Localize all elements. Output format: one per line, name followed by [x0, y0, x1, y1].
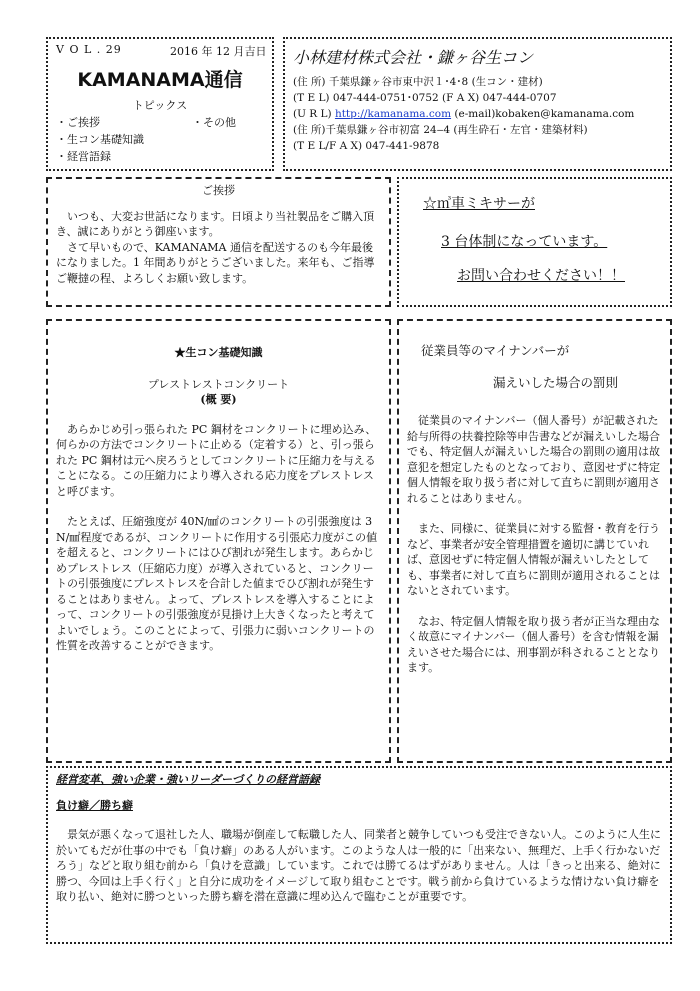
- mynumber-paragraph-2: また、同様に、従業員に対する監督・教育を行うなど、事業者が安全管理措置を適切に講じていれば、意図せずに特定個人情報が漏えいしたとしても、事業者に対して直ちに罰則が適用されることはないとされています。: [407, 522, 660, 597]
- volume-label: V O L . 29: [56, 43, 122, 56]
- mynumber-paragraph-1: 従業員のマイナンバー（個人番号）が記載された給与所得の扶養控除等申告書などが漏えいした場合でも、特定個人が漏えいした場合の罰則の適用は故意犯を想定したものとなっており、意図せずに特定個人情報を取り扱う者に対して直ちに罰則が適用されることはありません。: [407, 414, 660, 505]
- company-phone-2: (T E L/F A X) 047‐441‐9878: [293, 140, 440, 152]
- mynumber-paragraph-3: なお、特定個人情報を取り扱う者が正当な理由なく故意にマイナンバー（個人番号）を含む情報を漏えいさせた場合には、刑事罰が科されることとなります。: [407, 614, 660, 674]
- basics-overview-label: (概 要): [200, 393, 237, 406]
- greeting-paragraph-1: いつも、大変お世話になります。日頃より当社製品をご購入頂き、誠にありがとう御座います。: [56, 209, 375, 238]
- greeting-section: [46, 177, 391, 307]
- newsletter-title: KAMANAMA通信: [77, 69, 243, 91]
- url-prefix: (U R L): [293, 108, 335, 120]
- topic-item-basics: ・生コン基礎知識: [56, 133, 144, 146]
- mynumber-heading-1: 従業員等のマイナンバーが: [421, 343, 570, 358]
- basics-subheading: プレストレストコンクリート: [147, 377, 290, 391]
- company-url-line: [293, 106, 662, 122]
- quotes-body: 景気が悪くなって退社した人、職場が倒産して転職した人、同業者と競争していつも受注できない人。このように人生に於いてもだが仕事の中でも「負け癖」のある人がいます。このような人は一般的に「出来ない、無理だ、上手く行かないだろう」などと取り組む前から「負けを意識」しています。これでは勝てるはずがありません。人は「きっと出来る、絶対に勝つ、今回は上手く行く」と自分に成功をイメージして取り組むことです。戦う前から負けているような情けない負け癖を取り払い、絶対に勝つといった勝ち癖を潜在意識に埋め込んで臨むことが重要です。: [56, 828, 661, 903]
- topic-item-quotes: ・経営語録: [56, 150, 111, 163]
- company-name: 小林建材株式会社・鎌ヶ谷生コン: [293, 48, 534, 67]
- quotes-heading: 経営変革、強い企業・強いリーダーづくりの経営語録: [56, 773, 320, 786]
- basics-paragraph-1: あらかじめ引っ張られた PC 鋼材をコンクリートに埋め込み、何らかの方法でコンクリートに止める（定着する）と、引っ張られた PC 鋼材は元へ戻ろうとしてコンクリートに圧縮力を与えることになる。この圧縮力により導入される応力度をプレストレスと呼びます。: [56, 422, 377, 498]
- company-info-box: [283, 37, 672, 171]
- topics-heading: トピックス: [132, 99, 188, 112]
- notice-line-3: お問い合わせください！！: [457, 268, 625, 284]
- issue-date: 2016 年 12 月吉日: [170, 45, 267, 58]
- notice-line-2: 3 台体制になっています。: [441, 234, 608, 250]
- mynumber-section: [397, 319, 672, 763]
- topic-item-greeting: ・ご挨拶: [56, 116, 100, 129]
- greeting-heading: ご挨拶: [202, 184, 235, 197]
- company-address-2: (住 所)千葉県鎌ヶ谷市初富 24‒4 (再生砕石・左官・建築材料): [293, 124, 588, 136]
- management-quotes-section: [46, 766, 672, 944]
- notice-line-1: ☆㎥車ミキサーが: [423, 196, 535, 212]
- basics-paragraph-2: たとえば、圧縮強度が 40N/㎟のコンクリートの引張強度は 3 N/㎟程度であるが、コンクリートに作用する引張応力度がこの値を超えると、コンクリートにはひび割れが発生します。あらかじめプレストレス（圧縮応力度）が導入されていると、コンクリートの引張強度にプレストレスを合計した値までひび割れが発生することはありません。よって、プレストレスを導入することによって、コンクリートの引張強度が見掛け上大きくなったと考えてよいでしょう。このことによって、引張力に弱いコンクリートの性質を改善することができます。: [56, 515, 378, 652]
- concrete-basics-section: [46, 319, 391, 763]
- company-address-1: (住 所) 千葉県鎌ヶ谷市東中沢１･4･8 (生コン・建材): [293, 76, 543, 88]
- company-phone-1: (T E L) 047‐444‐0751･0752 (F A X) 047‐444‐0707: [293, 92, 557, 104]
- email-address: (e‐mail)kobaken@kamanama.com: [451, 108, 635, 120]
- mixer-notice-box: [397, 177, 672, 307]
- company-website-link[interactable]: http://kamanama.com: [334, 108, 452, 120]
- mynumber-heading-2: 漏えいした場合の罰則: [493, 375, 619, 390]
- greeting-paragraph-2: さて早いもので、KAMANAMA 通信を配送するのも今年最後になりました。1 年間ありがとうございました。来年も、ご指導ご鞭撻の程、よろしくお願い致します。: [56, 240, 375, 285]
- newsletter-header-box: [46, 37, 274, 171]
- quotes-subheading: 負け癖／勝ち癖: [56, 798, 133, 812]
- basics-heading: ★生コン基礎知識: [174, 346, 263, 359]
- topic-item-other: ・その他: [192, 116, 236, 129]
